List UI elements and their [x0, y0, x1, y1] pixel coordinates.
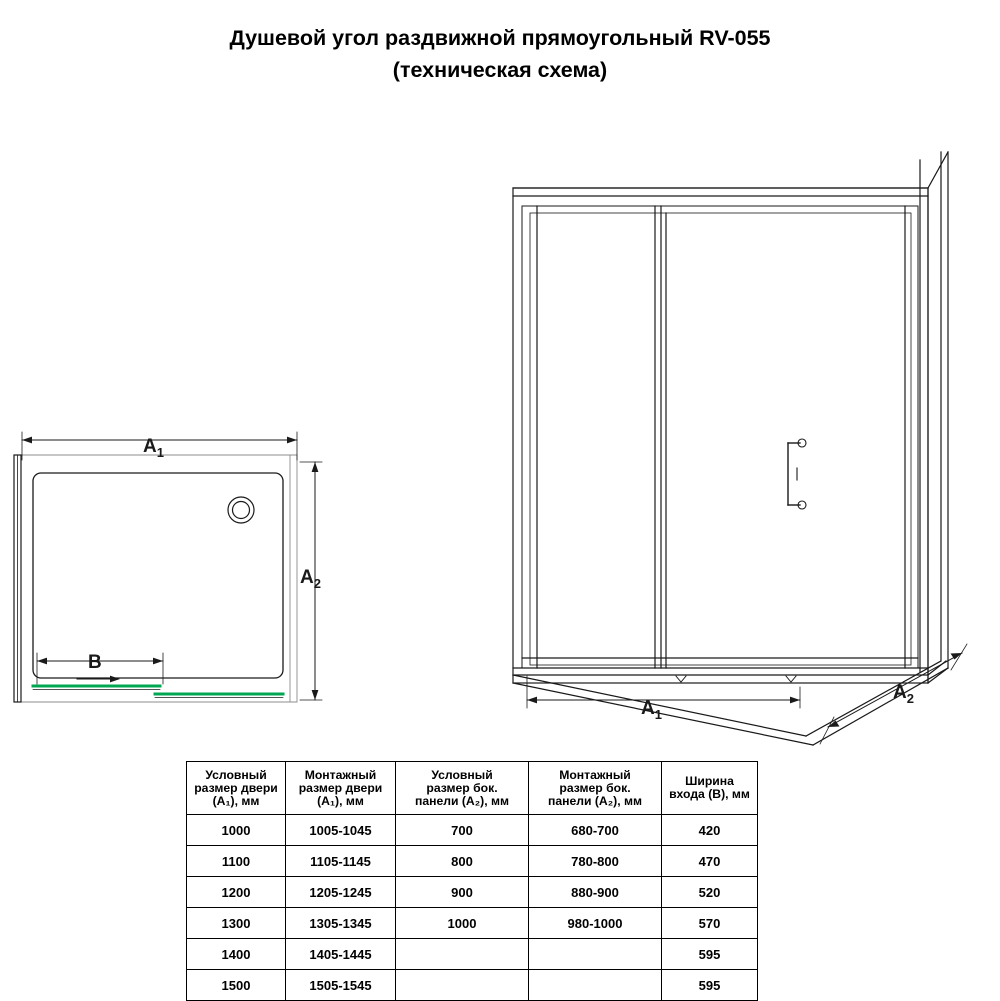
- perspective-view: [513, 152, 967, 745]
- front-dim-a1-label: $A_1$: [641, 698, 662, 722]
- table-cell: 1005-1045: [286, 815, 396, 846]
- table-cell: 520: [662, 877, 758, 908]
- table-row: [187, 908, 758, 939]
- plan-view: [14, 432, 322, 702]
- table-header-cell-3: Монтажный размер бок. панели (A₂), мм: [529, 762, 662, 815]
- door-handle-icon: [788, 439, 806, 509]
- table-cell: 900: [396, 877, 529, 908]
- table-cell: 1400: [187, 939, 286, 970]
- table-header-cell-0: Условный размер двери (A₁), мм: [187, 762, 286, 815]
- table-cell: 1000: [396, 908, 529, 939]
- table-cell: 570: [662, 908, 758, 939]
- table-cell: 1300: [187, 908, 286, 939]
- table-cell: 800: [396, 846, 529, 877]
- table-cell: 1000: [187, 815, 286, 846]
- table-cell: 1405-1445: [286, 939, 396, 970]
- table-row: [187, 846, 758, 877]
- table-header-row: [187, 762, 758, 815]
- specification-table: [186, 761, 758, 1001]
- table-cell: 1505-1545: [286, 970, 396, 1001]
- page-title-line-2: (техническая схема): [392, 58, 608, 82]
- table-cell: 680-700: [529, 815, 662, 846]
- table-cell: 1305-1345: [286, 908, 396, 939]
- table-cell: 1105-1145: [286, 846, 396, 877]
- table-row: [187, 939, 758, 970]
- table-header-cell-2: Условный размер бок. панели (A₂), мм: [396, 762, 529, 815]
- table-cell: 700: [396, 815, 529, 846]
- front-dim-a2-label: $A_2$: [893, 682, 914, 706]
- table-cell: 595: [662, 970, 758, 1001]
- table-cell: 420: [662, 815, 758, 846]
- plan-dim-a2-label: $A_2$: [300, 567, 321, 591]
- table-header-cell-4: Ширина входа (B), мм: [662, 762, 758, 815]
- table-cell: [396, 939, 529, 970]
- table-cell: 1205-1245: [286, 877, 396, 908]
- table-cell: 470: [662, 846, 758, 877]
- table-cell: [529, 970, 662, 1001]
- plan-dim-b-label: B: [88, 652, 102, 673]
- table-cell: 1200: [187, 877, 286, 908]
- table-row: [187, 877, 758, 908]
- table-cell: [396, 970, 529, 1001]
- table-row: [187, 815, 758, 846]
- table-cell: [529, 939, 662, 970]
- page-title-line-1: Душевой угол раздвижной прямоугольный RV-055: [229, 26, 771, 50]
- table-header-cell-1: Монтажный размер двери (A₁), мм: [286, 762, 396, 815]
- table-cell: 1500: [187, 970, 286, 1001]
- table-cell: 880-900: [529, 877, 662, 908]
- table-cell: 780-800: [529, 846, 662, 877]
- table-cell: 1100: [187, 846, 286, 877]
- plan-dim-a1-label: $A_1$: [143, 436, 164, 460]
- table-cell: 595: [662, 939, 758, 970]
- table-row: [187, 970, 758, 1001]
- table-cell: 980-1000: [529, 908, 662, 939]
